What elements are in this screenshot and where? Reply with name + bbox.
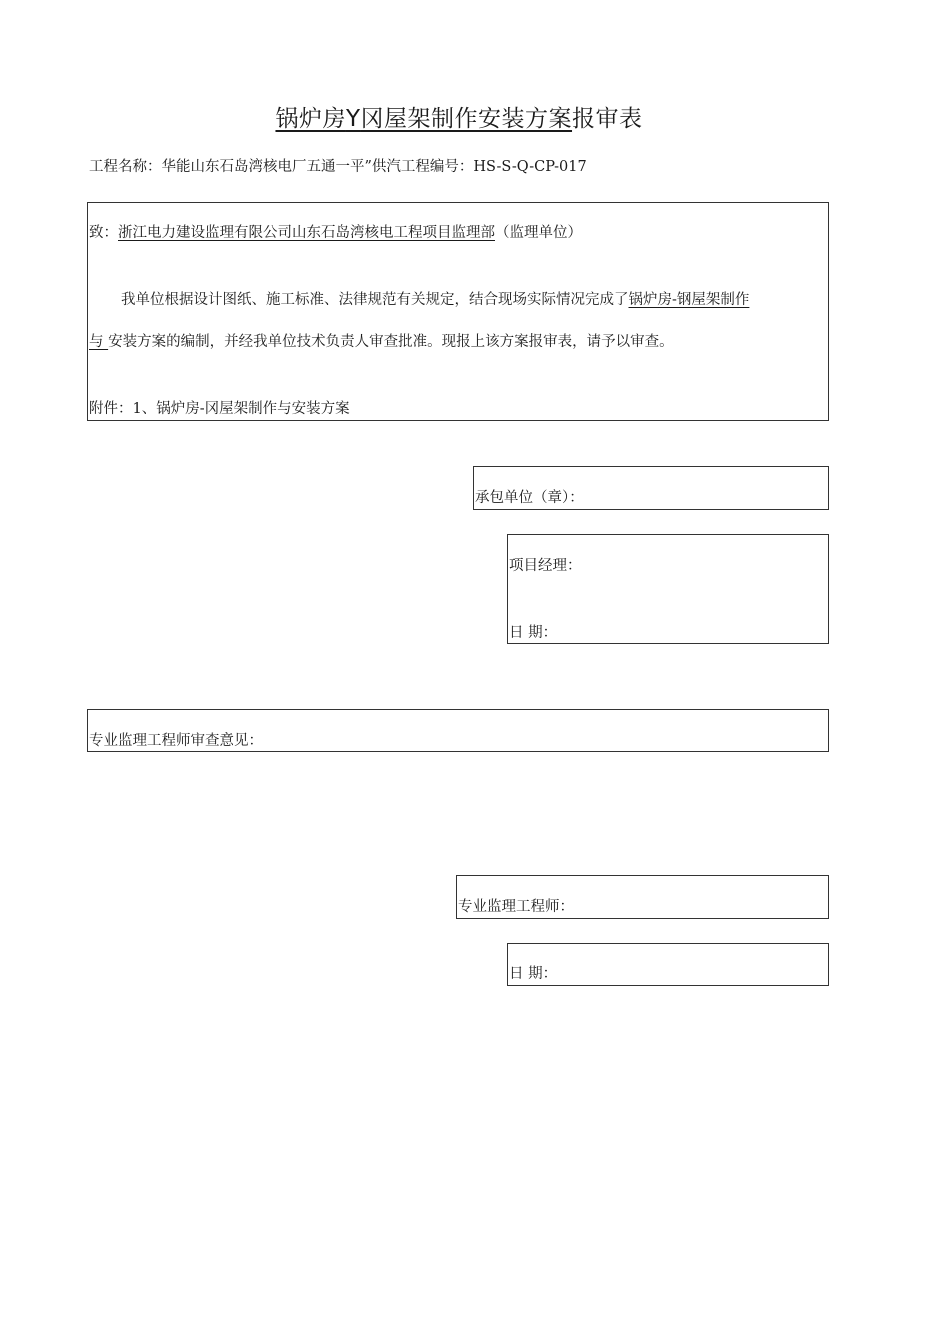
engineer-date-label: 日 期： <box>509 966 558 982</box>
title-part-1: 锅炉房 <box>275 106 346 132</box>
recipient-line <box>89 221 582 242</box>
body-line-1 <box>121 288 749 309</box>
recipient-unit: 浙江电力建设监理有限公司山东石岛湾核电工程项目监理部 <box>118 225 495 241</box>
review-opinion-label: 专业监理工程师审查意见： <box>89 733 263 749</box>
page-title <box>0 100 918 133</box>
title-part-2: Y <box>345 106 361 132</box>
title-part-3: 冈屋架制作安装方案 <box>360 106 573 132</box>
engineer-label: 专业监理工程师： <box>458 899 574 915</box>
body-line-2-text: 安装方案的编制，并经我单位技术负责人审查批准。现报上该方案报审表，请予以审查。 <box>108 334 674 350</box>
manager-label: 项目经理： <box>509 558 582 574</box>
attachment-line: 附件：1、锅炉房-冈屋架制作与安装方案 <box>89 401 350 417</box>
recipient-suffix: （监理单位） <box>495 225 582 241</box>
contractor-unit-label: 承包单位（章）： <box>475 490 584 506</box>
body-line-1-text: 我单位根据设计图纸、施工标准、法律规范有关规定，结合现场实际情况完成了 <box>121 292 629 308</box>
body-line-2 <box>89 330 674 351</box>
body-line-1-underlined: 锅炉房-钢屋架制作 <box>628 292 750 308</box>
title-part-4: 报审表 <box>572 106 643 132</box>
body-line-2-underlined: 与 <box>89 334 109 350</box>
manager-date-label: 日 期： <box>509 625 558 641</box>
recipient-prefix: 致： <box>89 225 118 241</box>
project-line: 工程名称：华能山东石岛湾核电厂五通一平”供汽工程编号：HS-S-Q-CP-017 <box>89 159 587 175</box>
